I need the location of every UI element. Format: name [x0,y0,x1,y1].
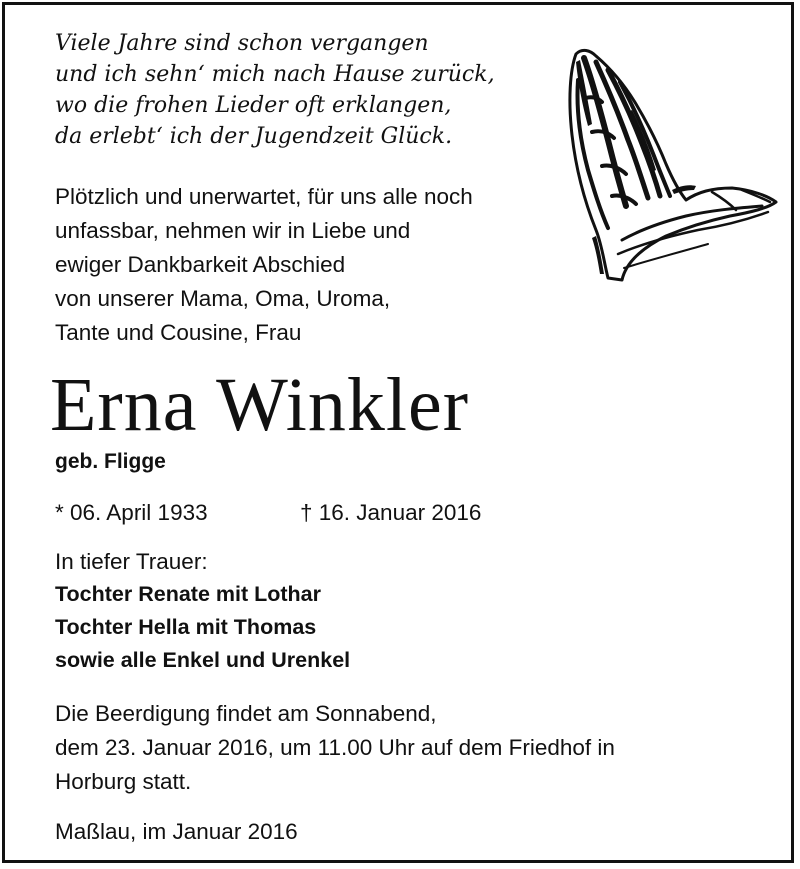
deceased-name: Erna Winkler [50,363,470,447]
intro-line: Tante und Cousine, Frau [55,320,302,345]
death-date: † 16. Januar 2016 [300,500,482,525]
intro-line: Plötzlich und unerwartet, für uns alle noch [55,184,473,209]
mourning-heading: In tiefer Trauer: [55,549,208,574]
place-date: Maßlau, im Januar 2016 [55,819,298,844]
intro-line: ewiger Dankbarkeit Abschied [55,252,346,277]
poem-line: und ich sehn‘ mich nach Hause zurück, [55,62,495,87]
birth-date: * 06. April 1933 [55,500,208,525]
poem-line: da erlebt‘ ich der Jugendzeit Glück. [55,124,453,149]
funeral-notice [55,697,615,799]
poem-line: Viele Jahre sind schon vergangen [55,31,429,56]
mourner-line: sowie alle Enkel und Urenkel [55,648,351,672]
poem-line: wo die frohen Lieder oft erklangen, [55,93,452,118]
mourner-line: Tochter Renate mit Lothar [55,582,321,606]
funeral-line: dem 23. Januar 2016, um 11.00 Uhr auf dem Friedhof in [55,735,615,760]
intro-line: von unserer Mama, Oma, Uroma, [55,286,391,311]
mourners-list [55,578,350,677]
funeral-line: Horburg statt. [55,769,192,794]
praying-hands-icon [562,40,790,290]
intro-text [55,180,473,350]
poem-verse [55,28,495,152]
intro-line: unfassbar, nehmen wir in Liebe und [55,218,411,243]
funeral-line: Die Beerdigung findet am Sonnabend, [55,701,437,726]
maiden-name: geb. Fligge [55,450,166,473]
mourner-line: Tochter Hella mit Thomas [55,615,317,639]
